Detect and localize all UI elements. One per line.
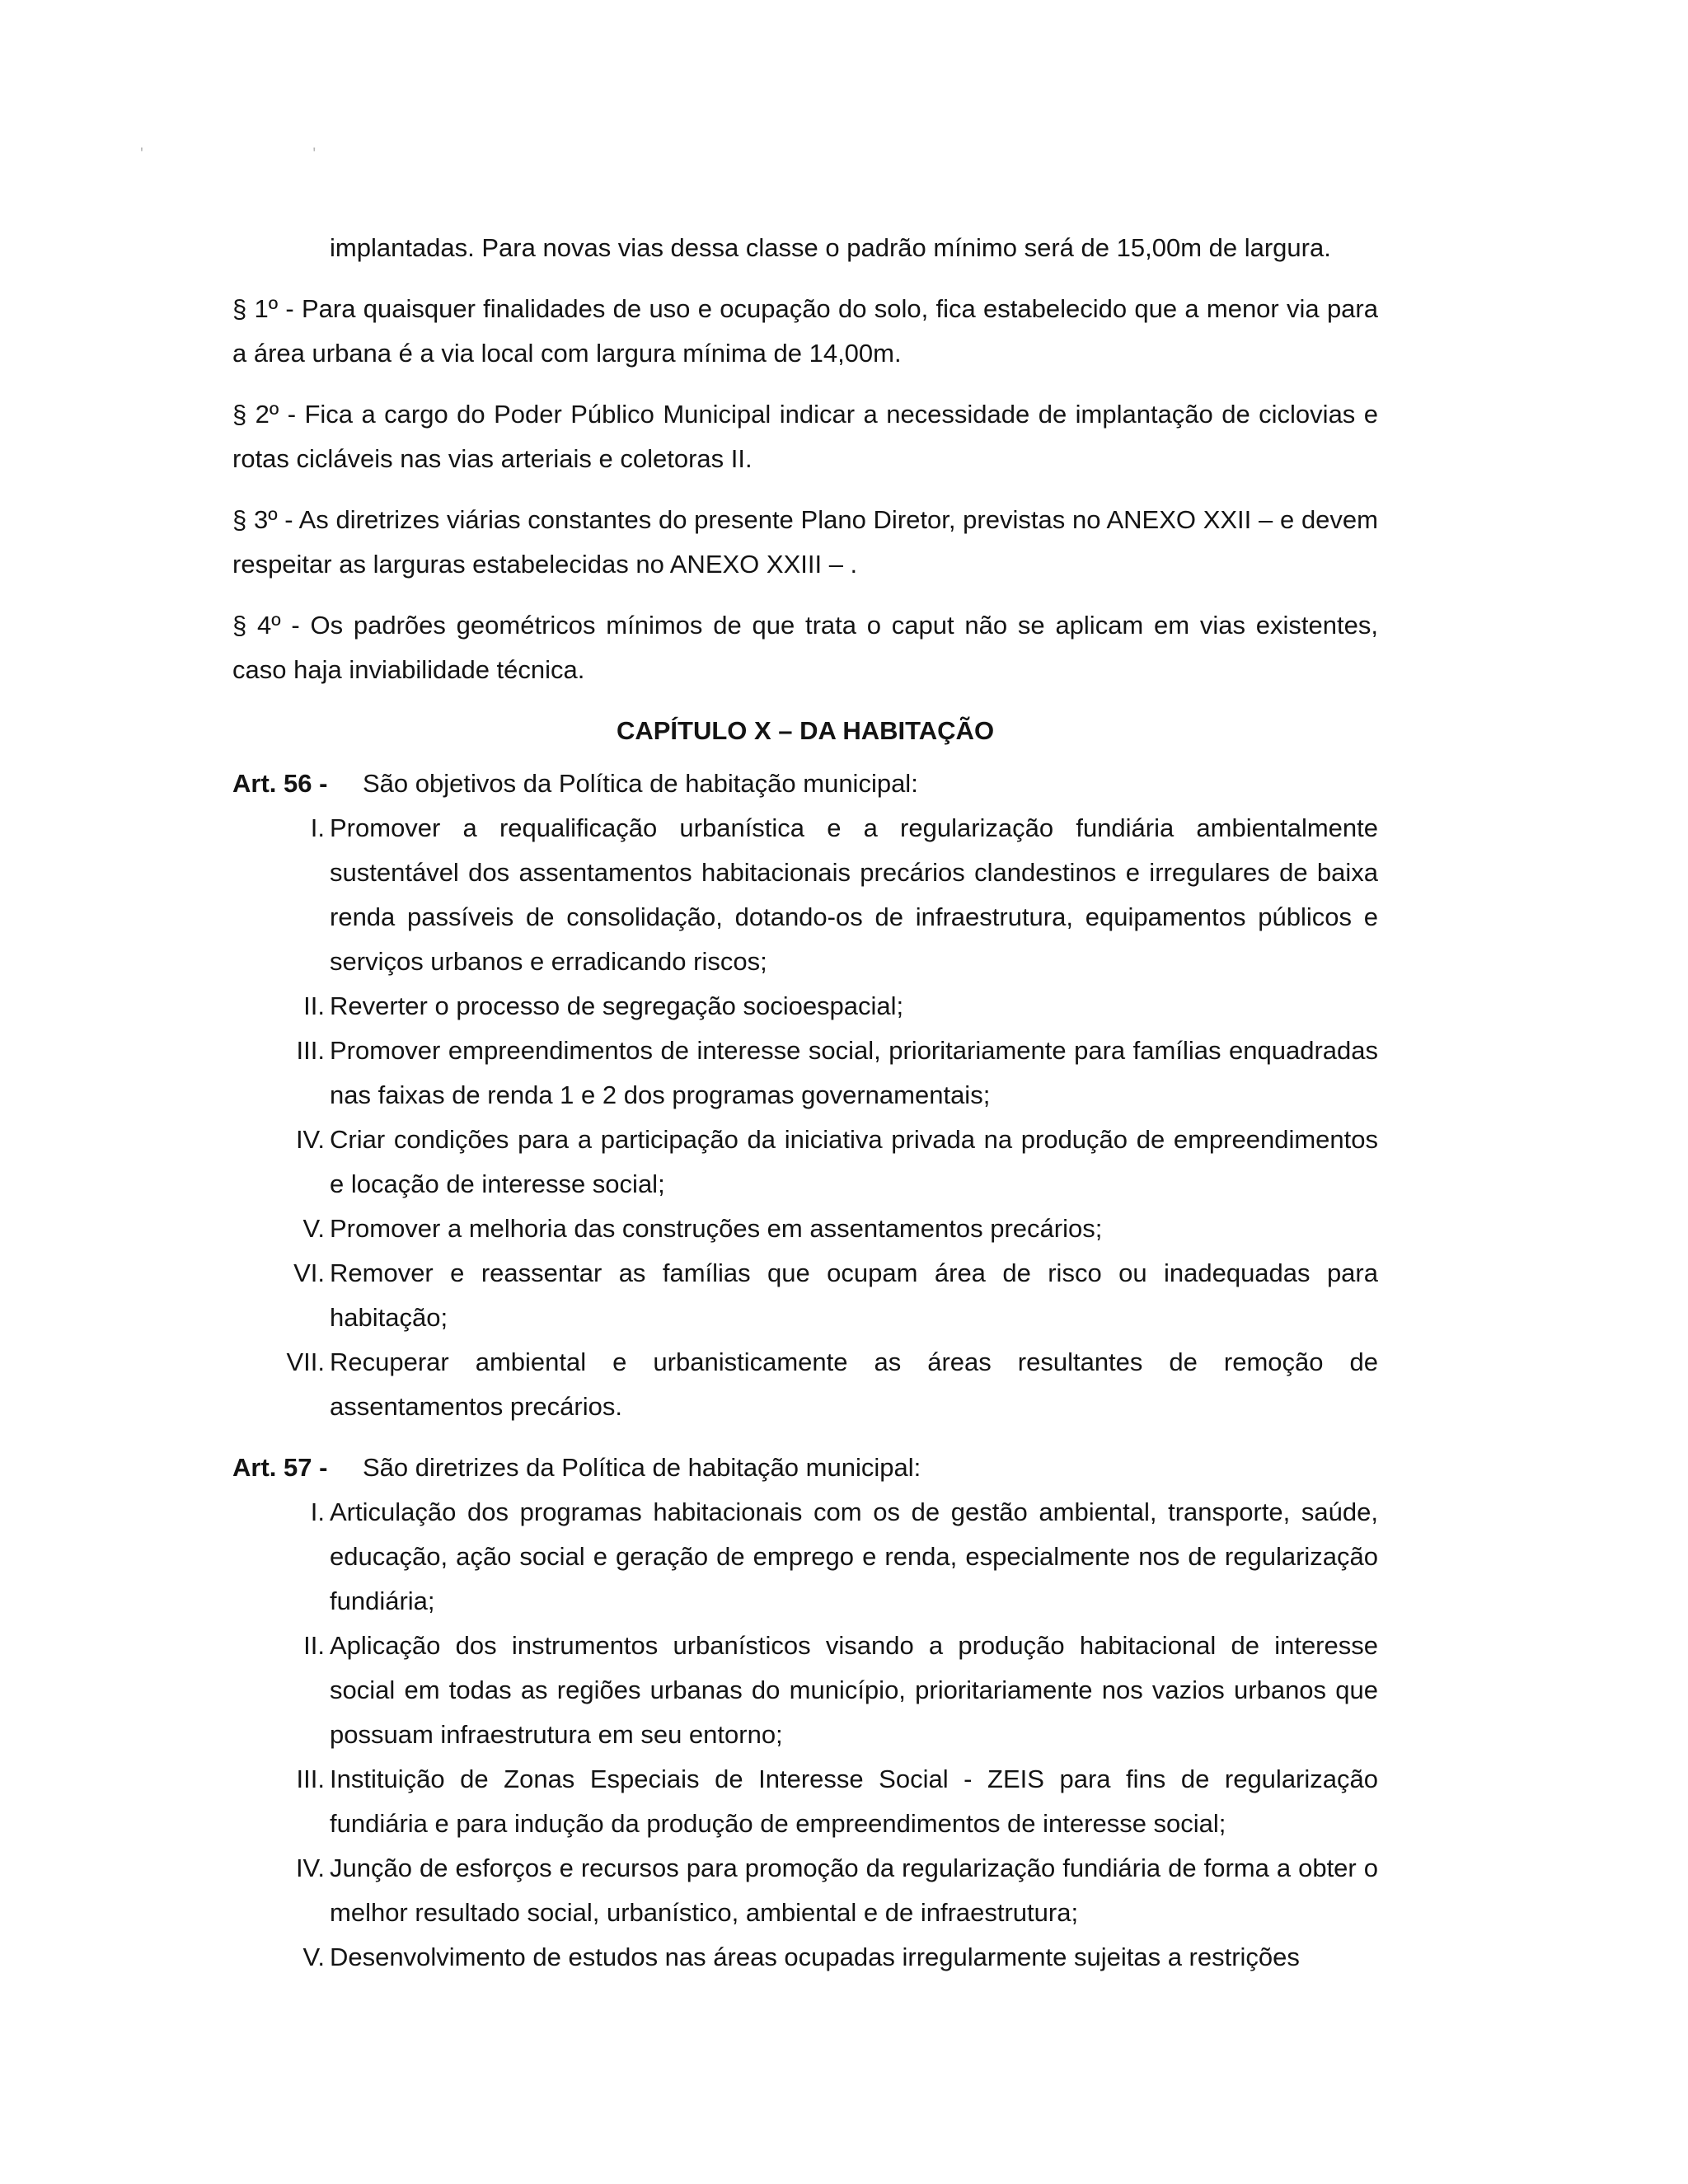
list-item [232,1757,1378,1846]
paragraph-mark: § 4º - [232,611,300,640]
item-text: Promover empreendimentos de interesse social, prioritariamente para famílias enquadradas nas faixas de renda 1 e 2 dos programas governamentais; [330,1036,1378,1109]
list-item [232,1490,1378,1624]
paragraph-2 [232,392,1378,481]
item-text: Junção de esforços e recursos para promoção da regularização fundiária de forma a obter o melhor resultado social, urbanístico, ambiental e de infraestrutura; [330,1854,1378,1927]
item-number: III. [296,1036,325,1065]
article-items [232,1490,1378,1980]
paragraph-1 [232,287,1378,376]
article-number: Art. 57 - [232,1453,328,1482]
item-number: V. [302,1214,325,1243]
list-item [232,1118,1378,1207]
item-number: II. [303,991,325,1020]
paragraph-text: Os padrões geométricos mínimos de que trata o caput não se aplicam em vias existentes, caso haja inviabilidade técnica. [232,611,1378,684]
paragraph-mark: § 3º - [232,505,293,534]
item-text: Promover a requalificação urbanística e a regularização fundiária ambientalmente sustentável dos assentamentos habitacionais precários clandestinos e irregulares de baixa renda passíveis de consolidação, dotando-os de infraestrutura, equipamentos públicos e serviços urbanos e erradicando riscos; [330,813,1378,976]
article-title: São objetivos da Política de habitação municipal: [363,769,918,798]
continuation-text: implantadas. Para novas vias dessa classe o padrão mínimo será de 15,00m de largura. [330,233,1331,262]
list-item [232,1935,1378,1980]
item-text: Aplicação dos instrumentos urbanísticos visando a produção habitacional de interesse social em todas as regiões urbanas do município, prioritariamente nos vazios urbanos que possuam infraestrutura em seu entorno; [330,1631,1378,1749]
list-item [232,1846,1378,1935]
item-number: II. [303,1631,325,1660]
item-number: IV. [295,1854,325,1882]
article-number: Art. 56 - [232,769,328,798]
chapter-heading: CAPÍTULO X – DA HABITAÇÃO [616,716,995,745]
article-title: São diretrizes da Política de habitação municipal: [363,1453,921,1482]
list-item [232,1340,1378,1429]
list-item [232,1624,1378,1757]
item-text: Criar condições para a participação da iniciativa privada na produção de empreendimentos e locação de interesse social; [330,1125,1378,1198]
list-item [232,806,1378,984]
item-number: III. [296,1765,325,1793]
scan-specks: ' ' [140,145,399,163]
item-number: I. [310,1497,325,1526]
paragraph-text: As diretrizes viárias constantes do presente Plano Diretor, previstas no ANEXO XXII – e devem respeitar as larguras estabelecidas no ANEXO XXIII – . [232,505,1378,579]
item-text: Desenvolvimento de estudos nas áreas ocupadas irregularmente sujeitas a restrições [330,1943,1300,1971]
item-number: I. [310,813,325,842]
list-item [232,984,1378,1029]
list-item [232,1029,1378,1118]
item-text: Recuperar ambiental e urbanisticamente as áreas resultantes de remoção de assentamentos precários. [330,1347,1378,1421]
item-number: V. [302,1943,325,1971]
article-heading [232,1446,1378,1490]
item-text: Reverter o processo de segregação socioespacial; [330,991,904,1020]
document-body [232,226,1378,1996]
paragraph-mark: § 2º - [232,400,297,429]
item-text: Articulação dos programas habitacionais com os de gestão ambiental, transporte, saúde, educação, ação social e geração de emprego e renda, especialmente nos de regularização fundiária; [330,1497,1378,1615]
paragraph-mark: § 1º - [232,294,294,323]
paragraph-text: Para quaisquer finalidades de uso e ocupação do solo, fica estabelecido que a menor via para a área urbana é a via local com largura mínima de 14,00m. [232,294,1378,368]
item-number: VI. [293,1258,325,1287]
paragraph-text: Fica a cargo do Poder Público Municipal indicar a necessidade de implantação de ciclovias e rotas cicláveis nas vias arteriais e coletoras II. [232,400,1378,473]
list-item [232,1207,1378,1251]
item-number: VII. [286,1347,325,1376]
list-item [232,1251,1378,1340]
paragraph-4 [232,603,1378,692]
article-heading [232,762,1378,806]
paragraph-3 [232,498,1378,587]
item-text: Instituição de Zonas Especiais de Interesse Social - ZEIS para fins de regularização fundiária e para indução da produção de empreendimentos de interesse social; [330,1765,1378,1838]
item-number: IV. [295,1125,325,1154]
article-items [232,806,1378,1429]
item-text: Remover e reassentar as famílias que ocupam área de risco ou inadequadas para habitação; [330,1258,1378,1332]
item-text: Promover a melhoria das construções em assentamentos precários; [330,1214,1103,1243]
